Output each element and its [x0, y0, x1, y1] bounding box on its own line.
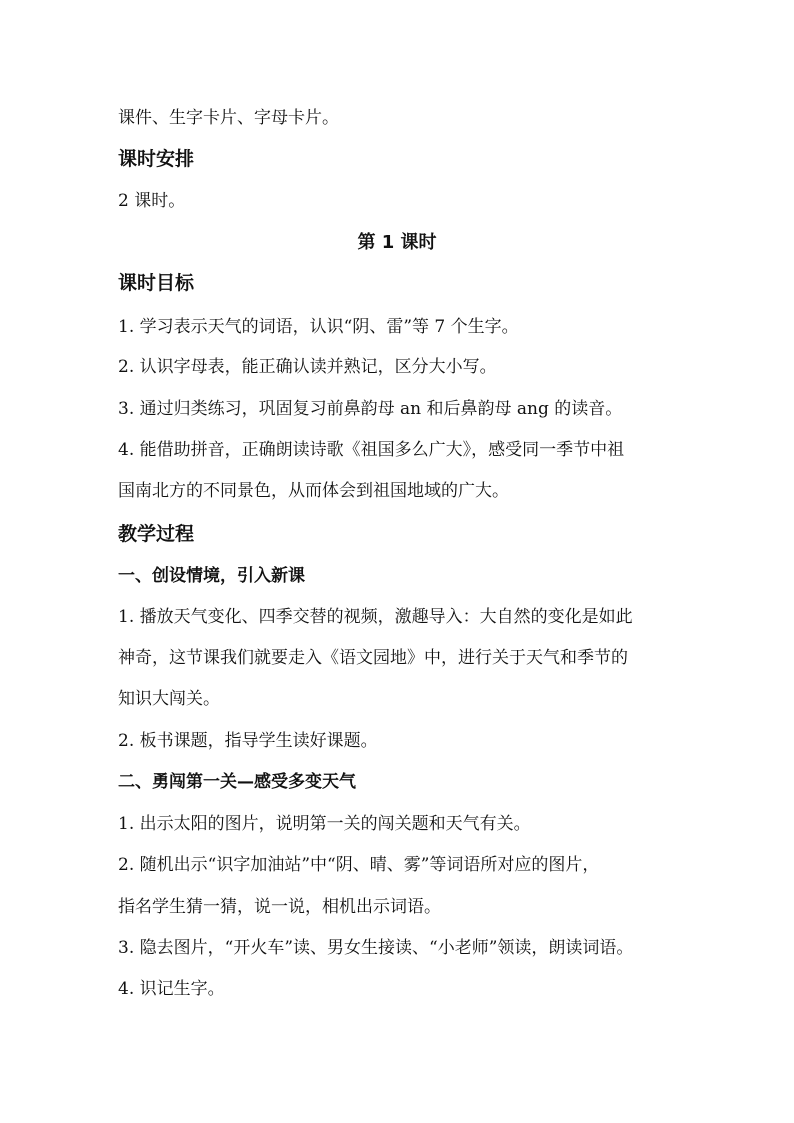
section2-heading: 二、勇闯第一关—感受多变天气: [118, 772, 356, 792]
schedule-text: 2 课时。: [118, 191, 186, 211]
section2-line: 2. 随机出示“识字加油站”中“阴、晴、雾”等词语所对应的图片，: [118, 855, 600, 875]
schedule-heading: 课时安排: [118, 148, 195, 170]
section2-line: 指名学生猜一猜，说一说，相机出示词语。: [118, 897, 441, 917]
section1-line: 1. 播放天气变化、四季交替的视频，激趣导入：大自然的变化是如此: [118, 607, 633, 627]
process-heading: 教学过程: [118, 523, 195, 545]
objectives-heading: 课时目标: [118, 272, 195, 294]
materials-line: 课件、生字卡片、字母卡片。: [118, 108, 339, 128]
section1-line: 2. 板书课题，指导学生读好课题。: [118, 731, 378, 751]
lesson-title: 第 1 课时: [357, 232, 437, 253]
section2-line: 3. 隐去图片，“开火车”读、男女生接读、“小老师”领读，朗读词语。: [118, 938, 634, 958]
objective-line: 3. 通过归类练习，巩固复习前鼻韵母 an 和后鼻韵母 ang 的读音。: [118, 399, 623, 419]
objective-line: 国南北方的不同景色，从而体会到祖国地域的广大。: [118, 481, 509, 501]
section1-heading: 一、创设情境，引入新课: [118, 566, 305, 586]
section2-line: 4. 识记生字。: [118, 979, 225, 999]
objective-line: 4. 能借助拼音，正确朗读诗歌《祖国多么广大》，感受同一季节中祖: [118, 440, 625, 460]
objective-line: 1. 学习表示天气的词语，认识“阴、雷”等 7 个生字。: [118, 317, 519, 337]
section1-line: 知识大闯关。: [118, 689, 220, 709]
section1-line: 神奇，这节课我们就要走入《语文园地》中，进行关于天气和季节的: [118, 648, 628, 668]
section2-line: 1. 出示太阳的图片，说明第一关的闯关题和天气有关。: [118, 814, 531, 834]
objective-line: 2. 认识字母表，能正确认读并熟记，区分大小写。: [118, 357, 497, 377]
